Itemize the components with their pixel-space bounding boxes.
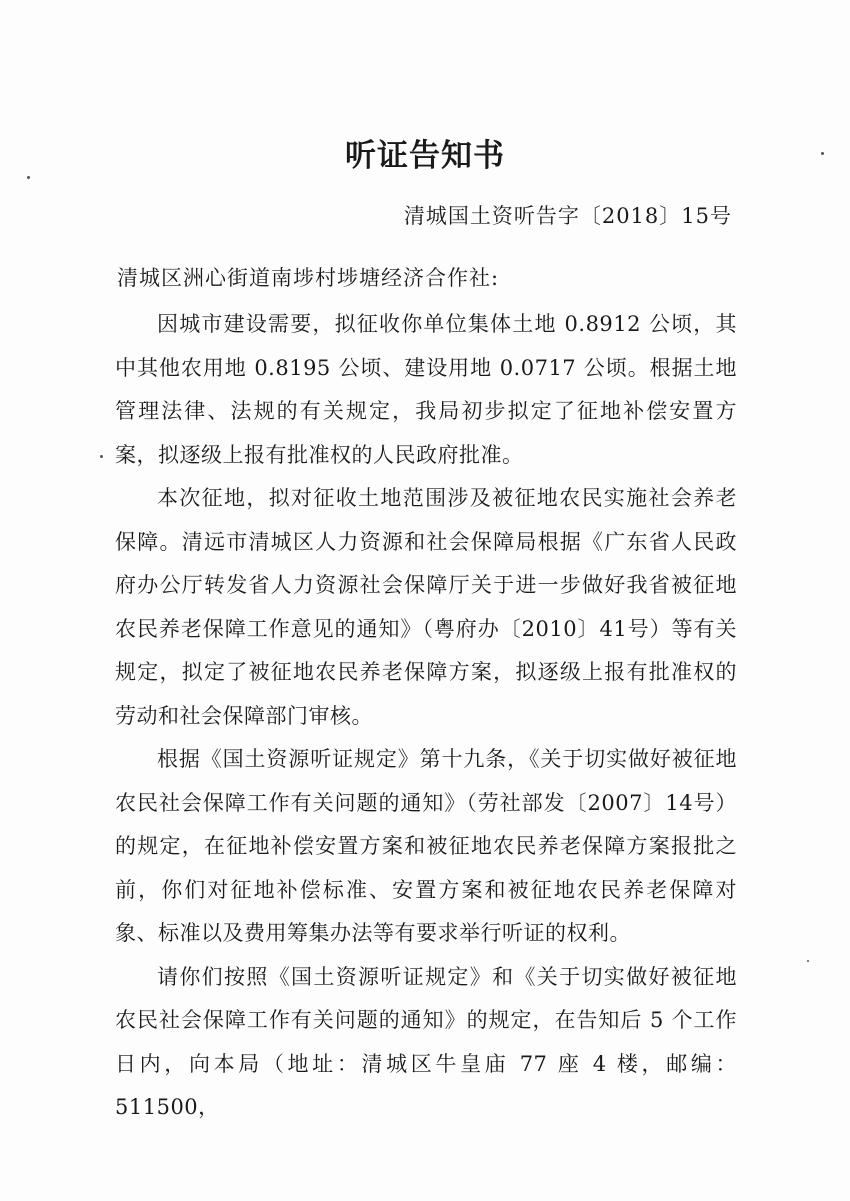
scan-speck	[27, 176, 30, 179]
paragraph-1: 因城市建设需要，拟征收你单位集体土地 0.8912 公顷，其中其他农用地 0.8195 公顷、建设用地 0.0717 公顷。根据土地管理法律、法规的有关规定，我局初步拟定了征地补偿安置方案，拟逐级上报有批准权的人民政府批准。	[115, 312, 737, 467]
addressee: 清城区洲心街道南埗村埗塘经济合作社:	[117, 266, 500, 290]
paragraph-4: 请你们按照《国土资源听证规定》和《关于切实做好被征地农民社会保障工作有关问题的通知》的规定，在告知后 5 个工作日内，向本局（地址：清城区牛皇庙 77 座 4 楼，邮编：511500，	[115, 964, 737, 1119]
scan-speck	[100, 455, 103, 458]
document-body	[115, 303, 737, 1130]
scan-speck	[807, 960, 809, 962]
document-number: 清城国土资听告字〔2018〕15号	[403, 204, 732, 228]
paragraph-2: 本次征地，拟对征收土地范围涉及被征地农民实施社会养老保障。清远市清城区人力资源和社会保障局根据《广东省人民政府办公厅转发省人力资源社会保障厅关于进一步做好我省被征地农民养老保障工作意见的通知》（粤府办〔2010〕41号）等有关规定，拟定了被征地农民养老保障方案，拟逐级上报有批准权的劳动和社会保障部门审核。	[115, 486, 737, 728]
document-title: 听证告知书	[345, 138, 505, 174]
paragraph-3: 根据《国土资源听证规定》第十九条，《关于切实做好被征地农民社会保障工作有关问题的通知》（劳社部发〔2007〕14号）的规定，在征地补偿安置方案和被征地农民养老保障方案报批之前，你们对征地补偿标准、安置方案和被征地农民养老保障对象、标准以及费用筹集办法等有要求举行听证的权利。	[115, 747, 737, 945]
